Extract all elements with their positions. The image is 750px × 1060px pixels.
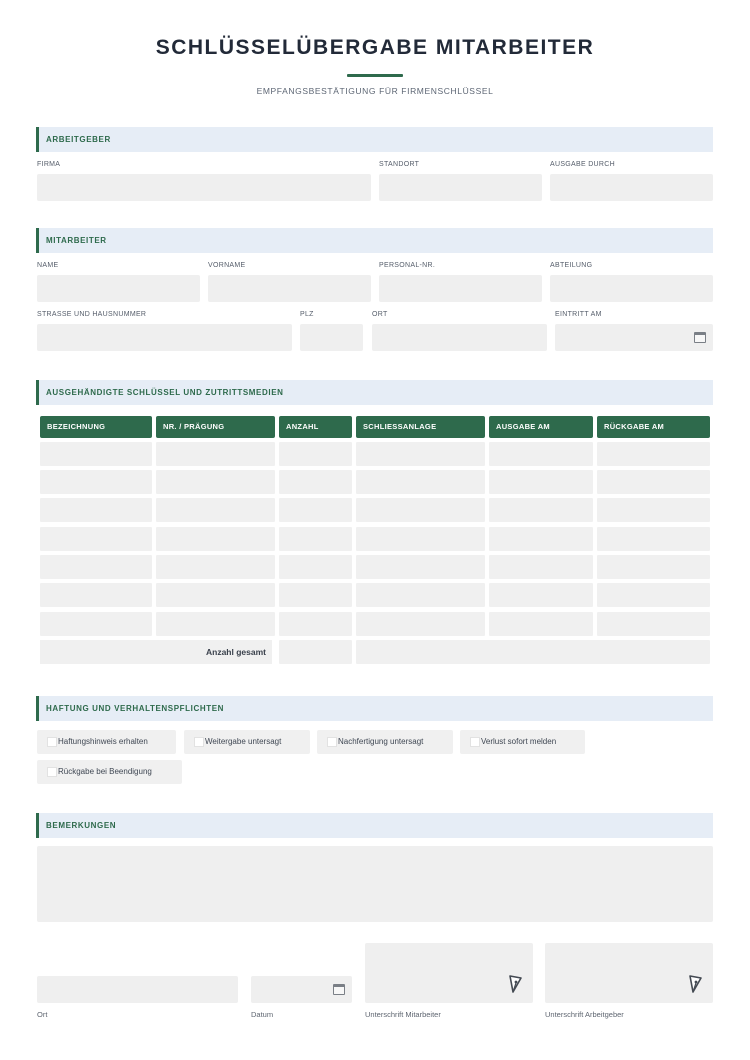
checkbox-weitergabe[interactable] bbox=[184, 730, 310, 754]
table-cell[interactable] bbox=[356, 555, 485, 579]
table-cell[interactable] bbox=[489, 527, 593, 551]
checkbox-label: Weitergabe untersagt bbox=[205, 737, 282, 746]
standort-label: STANDORT bbox=[379, 161, 420, 168]
column-header-anzahl: ANZAHL bbox=[279, 416, 352, 438]
section-heading-schluessel: AUSGEHÄNDIGTE SCHLÜSSEL UND ZUTRITTSMEDIEN bbox=[36, 380, 713, 405]
firma-field[interactable] bbox=[37, 174, 371, 201]
plz-label: PLZ bbox=[300, 311, 314, 318]
ausgabe-durch-label: AUSGABE DURCH bbox=[550, 161, 615, 168]
table-cell[interactable] bbox=[489, 555, 593, 579]
table-cell[interactable] bbox=[489, 442, 593, 466]
table-cell[interactable] bbox=[40, 498, 152, 522]
total-remainder-cell bbox=[356, 640, 710, 664]
table-cell[interactable] bbox=[597, 555, 710, 579]
table-cell[interactable] bbox=[356, 470, 485, 494]
table-cell[interactable] bbox=[40, 612, 152, 636]
table-cell[interactable] bbox=[489, 583, 593, 607]
checkbox-label: Haftungshinweis erhalten bbox=[58, 737, 148, 746]
pen-icon bbox=[508, 974, 524, 994]
pen-icon bbox=[688, 974, 704, 994]
table-cell[interactable] bbox=[597, 612, 710, 636]
bemerkungen-textarea[interactable] bbox=[37, 846, 713, 922]
section-heading-arbeitgeber: ARBEITGEBER bbox=[36, 127, 713, 152]
checkbox-rueckgabe[interactable] bbox=[37, 760, 182, 784]
firma-label: FIRMA bbox=[37, 161, 61, 168]
checkbox-label: Nachfertigung untersagt bbox=[338, 737, 424, 746]
table-cell[interactable] bbox=[356, 498, 485, 522]
table-cell[interactable] bbox=[279, 527, 352, 551]
column-header-schliessanlage: SCHLIESSANLAGE bbox=[356, 416, 485, 438]
table-cell[interactable] bbox=[489, 470, 593, 494]
footer-ort-label: Ort bbox=[37, 1010, 48, 1019]
table-cell[interactable] bbox=[156, 442, 275, 466]
table-cell[interactable] bbox=[279, 442, 352, 466]
strasse-field[interactable] bbox=[37, 324, 292, 351]
signature-mitarbeiter-field[interactable] bbox=[365, 943, 533, 1003]
checkbox-nachfertigung[interactable] bbox=[317, 730, 453, 754]
strasse-label: STRASSE UND HAUSNUMMER bbox=[37, 311, 147, 318]
name-label: NAME bbox=[37, 262, 59, 269]
calendar-icon[interactable] bbox=[694, 332, 706, 343]
table-cell[interactable] bbox=[156, 555, 275, 579]
signature-arbeitgeber-field[interactable] bbox=[545, 943, 713, 1003]
table-cell[interactable] bbox=[40, 555, 152, 579]
ausgabe-durch-field[interactable] bbox=[550, 174, 713, 201]
table-cell[interactable] bbox=[40, 527, 152, 551]
table-cell[interactable] bbox=[489, 498, 593, 522]
table-cell[interactable] bbox=[156, 583, 275, 607]
eintritt-date-field[interactable] bbox=[555, 324, 713, 351]
checkbox-verlust[interactable] bbox=[460, 730, 585, 754]
abteilung-label: ABTEILUNG bbox=[550, 262, 593, 269]
table-cell[interactable] bbox=[40, 442, 152, 466]
table-cell[interactable] bbox=[156, 612, 275, 636]
checkbox-box[interactable] bbox=[47, 767, 57, 777]
section-heading-haftung: HAFTUNG UND VERHALTENSPFLICHTEN bbox=[36, 696, 713, 721]
table-cell[interactable] bbox=[597, 470, 710, 494]
signature-arbeitgeber-label: Unterschrift Arbeitgeber bbox=[545, 1010, 624, 1019]
table-cell[interactable] bbox=[356, 612, 485, 636]
personal-nr-field[interactable] bbox=[379, 275, 542, 302]
total-label: Anzahl gesamt bbox=[40, 640, 272, 664]
checkbox-label: Rückgabe bei Beendigung bbox=[58, 767, 152, 776]
table-cell[interactable] bbox=[40, 583, 152, 607]
table-cell[interactable] bbox=[356, 527, 485, 551]
page-title: SCHLÜSSELÜBERGABE MITARBEITER bbox=[155, 36, 595, 59]
footer-datum-field[interactable] bbox=[251, 976, 352, 1003]
ort-label: ORT bbox=[372, 311, 388, 318]
checkbox-box[interactable] bbox=[47, 737, 57, 747]
title-underline bbox=[347, 74, 403, 77]
table-cell[interactable] bbox=[279, 583, 352, 607]
vorname-field[interactable] bbox=[208, 275, 371, 302]
eintritt-label: EINTRITT AM bbox=[555, 311, 602, 318]
table-cell[interactable] bbox=[597, 527, 710, 551]
plz-field[interactable] bbox=[300, 324, 363, 351]
total-count-cell[interactable] bbox=[279, 640, 352, 664]
table-cell[interactable] bbox=[597, 442, 710, 466]
calendar-icon[interactable] bbox=[333, 984, 345, 995]
table-cell[interactable] bbox=[156, 527, 275, 551]
checkbox-haftungshinweis[interactable] bbox=[37, 730, 176, 754]
page-subtitle: EMPFANGSBESTÄTIGUNG FÜR FIRMENSCHLÜSSEL bbox=[256, 86, 494, 96]
column-header-bezeichnung: BEZEICHNUNG bbox=[40, 416, 152, 438]
column-header-ausgabe-am: AUSGABE AM bbox=[489, 416, 593, 438]
table-cell[interactable] bbox=[597, 498, 710, 522]
checkbox-box[interactable] bbox=[470, 737, 480, 747]
ort-field[interactable] bbox=[372, 324, 547, 351]
footer-ort-field[interactable] bbox=[37, 976, 238, 1003]
column-header-rueckgabe-am: RÜCKGABE AM bbox=[597, 416, 710, 438]
footer-datum-label: Datum bbox=[251, 1010, 274, 1019]
checkbox-box[interactable] bbox=[194, 737, 204, 747]
signature-mitarbeiter-label: Unterschrift Mitarbeiter bbox=[365, 1010, 441, 1019]
table-cell[interactable] bbox=[156, 498, 275, 522]
checkbox-label: Verlust sofort melden bbox=[481, 737, 557, 746]
checkbox-box[interactable] bbox=[327, 737, 337, 747]
table-cell[interactable] bbox=[40, 470, 152, 494]
vorname-label: VORNAME bbox=[208, 262, 246, 269]
abteilung-field[interactable] bbox=[550, 275, 713, 302]
section-heading-mitarbeiter: MITARBEITER bbox=[36, 228, 713, 253]
table-cell[interactable] bbox=[356, 583, 485, 607]
table-cell[interactable] bbox=[356, 442, 485, 466]
table-cell[interactable] bbox=[279, 555, 352, 579]
table-cell[interactable] bbox=[597, 583, 710, 607]
table-cell[interactable] bbox=[156, 470, 275, 494]
table-cell[interactable] bbox=[279, 498, 352, 522]
table-cell[interactable] bbox=[279, 470, 352, 494]
standort-field[interactable] bbox=[379, 174, 542, 201]
section-heading-bemerkungen: BEMERKUNGEN bbox=[36, 813, 713, 838]
personal-nr-label: PERSONAL-NR. bbox=[379, 262, 436, 269]
column-header-nr-praegung: NR. / PRÄGUNG bbox=[156, 416, 275, 438]
name-field[interactable] bbox=[37, 275, 200, 302]
table-cell[interactable] bbox=[489, 612, 593, 636]
table-cell[interactable] bbox=[279, 612, 352, 636]
